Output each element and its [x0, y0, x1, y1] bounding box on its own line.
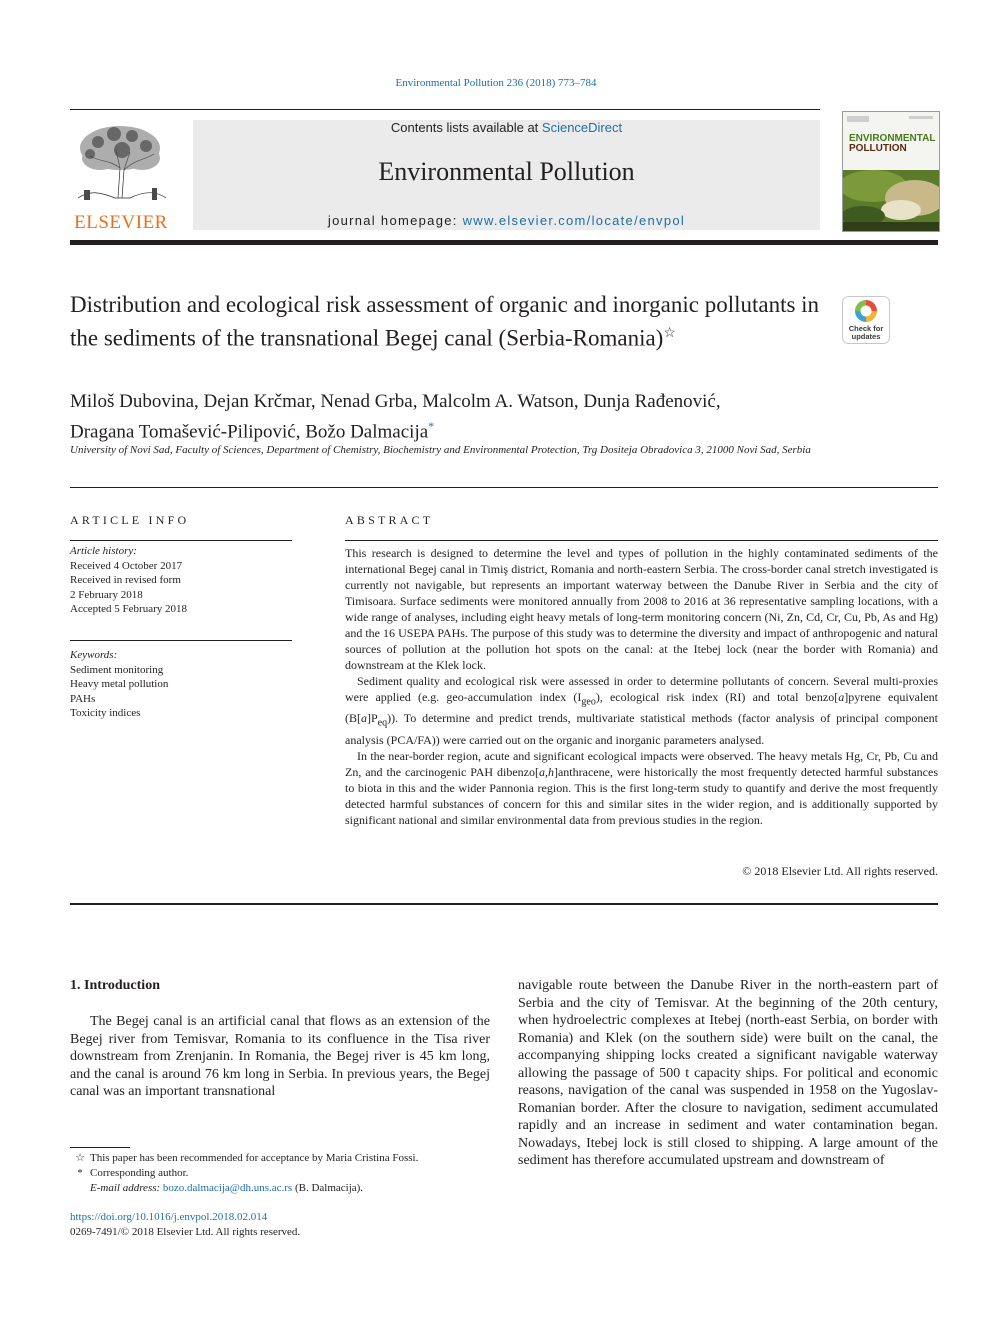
abstract-p2-text: ]P [367, 711, 378, 726]
authors-line-1: Miloš Dubovina, Dejan Krčmar, Nenad Grba, Malcolm A. Watson, Dunja Rađenović, [70, 391, 721, 412]
footnote-rule [70, 1147, 130, 1148]
abstract-paragraph-2 [345, 673, 938, 748]
journal-citation[interactable]: Environmental Pollution 236 (2018) 773–784 [395, 77, 597, 89]
keyword: Sediment monitoring [70, 663, 164, 676]
footnote-star-text: This paper has been recommended for acceptance by Maria Cristina Fossi. [90, 1152, 419, 1164]
doi-link[interactable]: https://doi.org/10.1016/j.envpol.2018.02.014 [70, 1211, 268, 1223]
history-item: 2 February 2018 [70, 588, 143, 601]
abstract-paragraph-1: This research is designed to determine the level and types of pollution in the highly contaminated sediments of the international Begej canal in Timiş district, Romania and north-eastern Serbia. The cross-border canal stretch investigated is currently not navigable, but represents an important waterway between the Danube River in Serbia and the city of Timisoara. Surface sediments were monitored annually from 2008 to 2016 at 36 representative sampling locations, with a wide range of analyses, including eight heavy metals of long-term monitoring concern (Ni, Zn, Cd, Cr, Cu, Pb, As and Hg) and the 16 USEPA PAHs. The purpose of this study was to determine the diversity and impact of anthropogenic and natural sources of pollution at the pollution hot spots on the canal: at the Itebej lock (near the border with Romania) and downstream at the Klek lock. [345, 546, 938, 672]
abstract-p2-text: Sediment quality and ecological risk were assessed in order to determine pollutants of concern. Several multi-proxies were applied (e.g. geo-accumulation index (I [345, 674, 938, 704]
abstract-p2-text: ), ecological risk index (RI) and total benzo[ [595, 690, 839, 704]
journal-cover-thumbnail[interactable] [842, 111, 940, 232]
history-item: Received in revised form [70, 574, 181, 586]
history-label: Article history: [70, 545, 137, 557]
footnotes [70, 1151, 500, 1196]
email-suffix: (B. Dalmacija). [292, 1182, 364, 1194]
abstract-heading: ABSTRACT [345, 513, 434, 527]
abstract-p3-text: In the near-border region, acute and significant ecological impacts were observed. The heavy metals Hg, Cr, Pb, Cu and Zn, and the carcinogenic PAH dibenzo[ [345, 748, 938, 779]
email-link[interactable]: bozo.dalmacija@dh.uns.ac.rs [162, 1182, 293, 1194]
abstract-end-rule [70, 903, 938, 905]
abstract-paragraph-3 [345, 748, 938, 828]
abstract-rule [345, 540, 938, 541]
history-item: Received 4 October 2017 [70, 559, 183, 572]
email-label: E-mail address: [90, 1182, 163, 1194]
journal-title[interactable]: Environmental Pollution [378, 157, 635, 186]
article-info-heading: ARTICLE INFO [70, 513, 190, 527]
cover-title-line1: ENVIRONMENTAL [849, 133, 936, 144]
homepage-prefix: journal homepage: [327, 213, 463, 228]
contents-availability [193, 120, 820, 135]
abstract-p2-italic: a [838, 690, 845, 704]
header-thick-rule [70, 240, 938, 245]
abstract-p3-italic: a,h [538, 764, 554, 779]
authors-line-2: Dragana Tomašević-Pilipović, Božo Dalmacija [70, 421, 429, 443]
journal-homepage [193, 213, 820, 228]
abstract-p2-subscript: geo [581, 696, 596, 708]
keywords-block [70, 648, 292, 721]
introduction-heading: 1. Introduction [70, 978, 160, 993]
footnote-corresponding [70, 1166, 500, 1181]
homepage-link[interactable]: www.elsevier.com/locate/envpol [462, 213, 686, 228]
article-info-rule [70, 540, 292, 541]
footnote-email [70, 1181, 500, 1196]
abstract-copyright: © 2018 Elsevier Ltd. All rights reserved. [742, 864, 938, 878]
abstract-p2-text: )). To determine and predict trends, multivariate statistical methods (factor analysis of principal component analysis (PCA/FA)) were carried out on the organic and inorganic parameters analysed. [345, 711, 938, 747]
abstract-p3-text: ]anthracene, were historically the most frequently detected harmful substances to biota in this and the wider Pannonia region. This is the first long-term study to quantify and derive the most frequently detected harmful substances of concern for this and similar sites in the wider region, and is additionally supported by significant national and similar environmental data from previous studies in the region. [345, 764, 938, 827]
keywords-rule [70, 640, 292, 641]
elsevier-wordmark: ELSEVIER [74, 212, 168, 233]
article-title [70, 290, 820, 353]
elsevier-tree-icon [70, 120, 172, 210]
crossmark-line1: Check for [848, 324, 884, 333]
footnote-corr-text: Corresponding author. [90, 1167, 189, 1179]
sciencedirect-link[interactable]: ScienceDirect [541, 120, 623, 135]
cover-image [843, 112, 939, 231]
cover-title [849, 134, 935, 154]
footnote-recommendation [70, 1151, 500, 1166]
abstract-p2-italic: a [361, 711, 367, 726]
keyword: PAHs [70, 692, 96, 705]
check-for-updates-badge[interactable] [842, 296, 890, 344]
article-history [70, 544, 292, 617]
author-list [70, 390, 830, 444]
introduction-right-column: navigable route between the Danube River in the north-eastern part of Serbia and the city of Temisvar. At the beginning of the 20th century, when hydroelectric complexes at Itebej (north-east Serbia, on border with Romania) and Klek (on the southern side) were built on the canal, the accompanying shipping locks created a significant navigable waterway allowing the passage of 500 t capacity ships. For political and economic reasons, navigation of the canal was suspended in 1958 on the Yugoslav-Romanian border. After the closure to navigation, sediment accumulated rapidly and an increase in sediment and water contamination began. Nowadays, Itebej lock is still closed to shipping. A large amount of the sediment has therefore accumulated upstream and downstream of [518, 978, 938, 1168]
keywords-label: Keywords: [70, 649, 118, 661]
affiliation: University of Novi Sad, Faculty of Sciences, Department of Chemistry, Biochemistry and Environmental Protection, Trg Dositeja Obradovica 3, 21000 Novi Sad, Serbia [70, 444, 811, 456]
header-top-rule [70, 109, 820, 110]
cover-title-line2: POLLUTION [849, 143, 907, 154]
abstract-p2-text: ]pyrene equivalent (B[ [345, 690, 939, 726]
keyword: Heavy metal pollution [70, 678, 169, 690]
contents-prefix: Contents lists available at [390, 120, 542, 135]
article-title-text: Distribution and ecological risk assessment of organic and inorganic pollutants in the sediments of the transnational Begej canal (Serbia-Romania) [70, 292, 820, 351]
issn-line: 0269-7491/© 2018 Elsevier Ltd. All rights reserved. [70, 1226, 301, 1238]
corresponding-author-mark[interactable]: * [428, 419, 435, 433]
footnote-asterisk-mark: * [77, 1167, 83, 1179]
abstract-p2-subscript: eq [377, 717, 388, 729]
footnote-star-mark: ☆ [75, 1152, 85, 1164]
keyword: Toxicity indices [70, 707, 141, 719]
abstract-body [345, 545, 938, 828]
affiliation-rule [70, 487, 938, 488]
elsevier-logo[interactable] [70, 120, 172, 232]
crossmark-line2: updates [851, 332, 881, 341]
introduction-paragraph-1: The Begej canal is an artificial canal that flows as an extension of the Begej river from Temisvar, Romania to its confluence in the Tisa river downstream from Zrenjanin. In Romania, the Begej river is 45 km long, and the canal is around 76 km long in Serbia. In previous years, the Begej canal was an important transnational [70, 1014, 490, 1099]
title-footnote-mark[interactable]: ☆ [663, 326, 676, 341]
history-item: Accepted 5 February 2018 [70, 603, 187, 615]
